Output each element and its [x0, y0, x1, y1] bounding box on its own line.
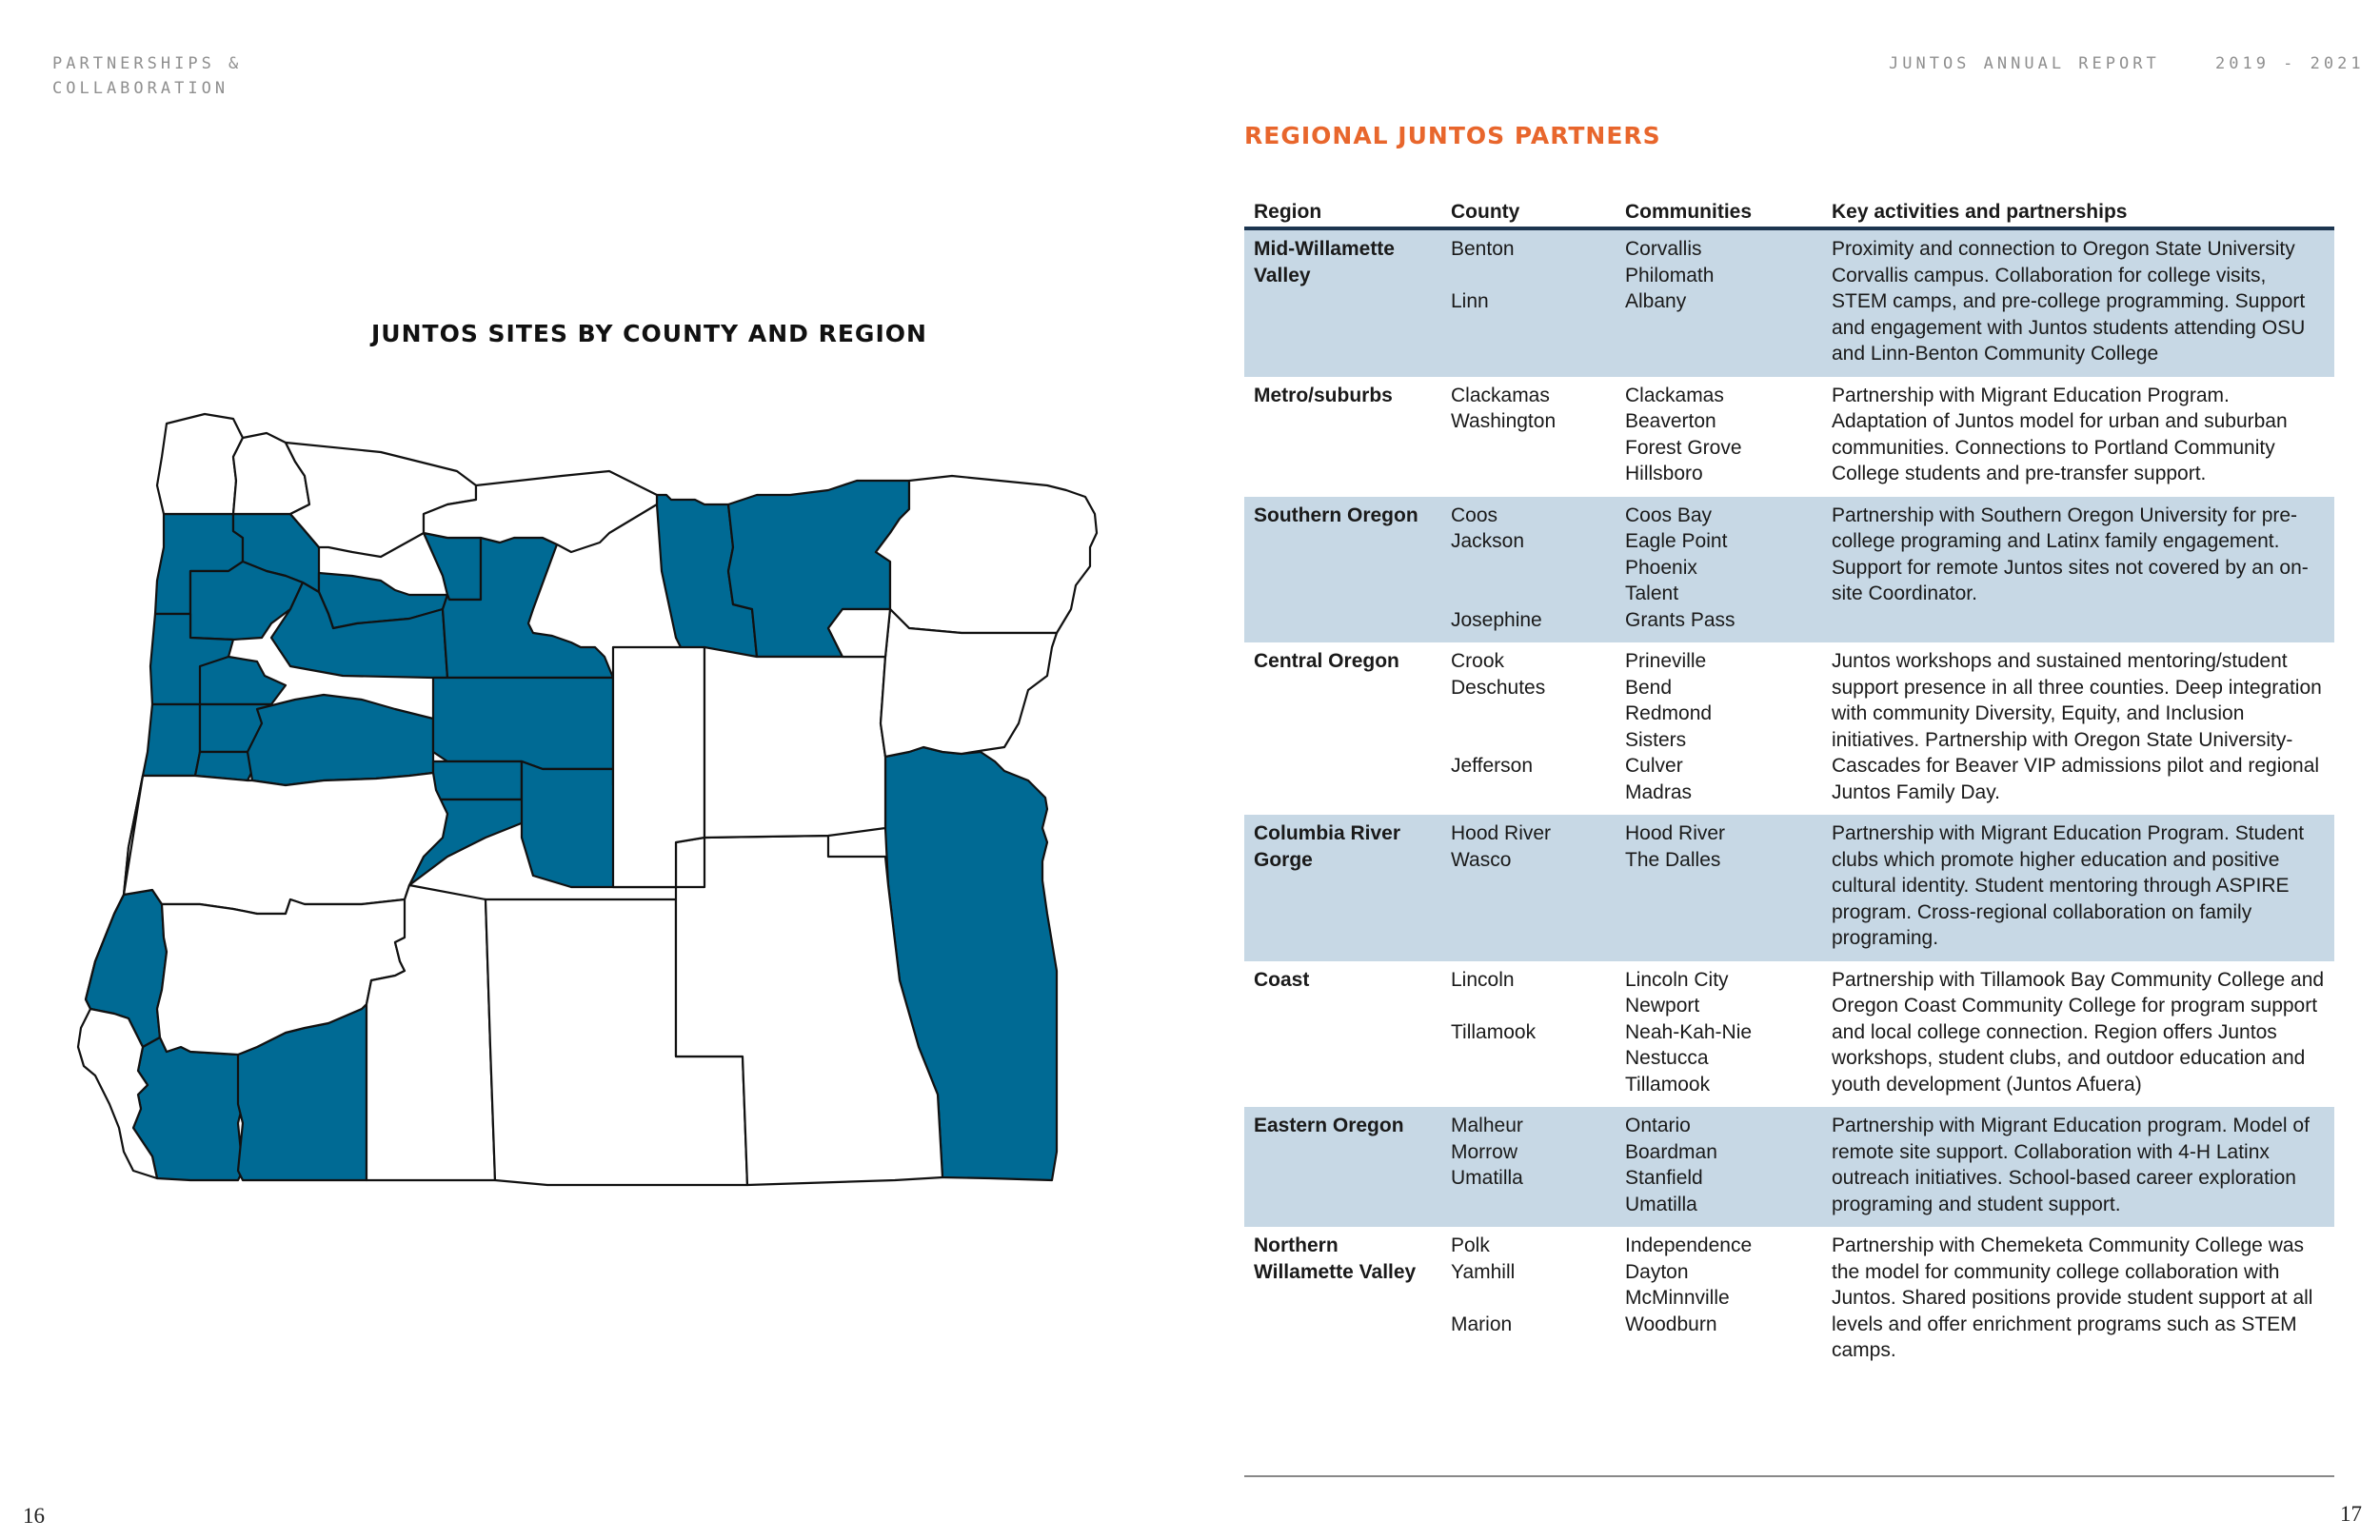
county-item: Crook: [1451, 650, 1505, 672]
county-lincoln-north: [157, 414, 243, 514]
county-item: Washington: [1451, 410, 1557, 432]
community-item: Culver: [1625, 755, 1683, 777]
county-cell: [1441, 228, 1616, 377]
community-item: Philomath: [1625, 264, 1715, 286]
community-item: Sisters: [1625, 728, 1687, 751]
county-hood-river: [424, 533, 481, 600]
community-cell: [1616, 815, 1822, 961]
page-number-left: 16: [23, 1504, 45, 1528]
activities-cell: Partnership with Tillamook Bay Community College and Oregon Coast Community College for program support and local college connection. Region offers Juntos workshops, student clubs, and outdoor education and youth development (Juntos Afuera): [1832, 968, 2325, 1096]
region-cell: Northern Willamette Valley: [1254, 1234, 1417, 1283]
county-item: Clackamas: [1451, 384, 1550, 406]
county-morrow: [876, 476, 1097, 633]
county-item: [1451, 1285, 1606, 1312]
community-item: McMinnville: [1625, 1287, 1730, 1309]
county-grant: [613, 647, 704, 887]
community-cell: [1616, 642, 1822, 815]
map-title: JUNTOS SITES BY COUNTY AND REGION: [371, 320, 927, 347]
county-cell: [1441, 642, 1616, 815]
county-item: [1451, 727, 1606, 754]
community-item: Lincoln City: [1625, 968, 1729, 991]
region-cell: Coast: [1254, 968, 1310, 991]
county-item: Yamhill: [1451, 1260, 1516, 1283]
county-item: [1451, 555, 1606, 582]
community-item: Independence: [1625, 1234, 1753, 1256]
table-row: [1244, 377, 2334, 497]
county-item: Hood River: [1451, 822, 1552, 844]
column-header-activities: Key activities and partnerships: [1822, 190, 2334, 228]
column-header-communities: Communities: [1616, 190, 1822, 228]
activities-cell: Partnership with Migrant Education program. Model of remote site support. Collaboration with 4-H Latinx outreach initiatives. School-based career exploration programing and student support.: [1822, 1107, 2334, 1227]
county-item: Marion: [1451, 1313, 1513, 1335]
region-cell: Metro/suburbs: [1254, 384, 1393, 406]
county-item: Benton: [1451, 238, 1515, 260]
county-item: [1451, 263, 1606, 289]
community-cell: [1616, 497, 1822, 643]
county-wasco: [433, 678, 613, 769]
county-cell: [1441, 815, 1616, 961]
region-cell: Southern Oregon: [1244, 497, 1441, 643]
activities-cell: Partnership with Migrant Education Program. Student clubs which promote higher education and positive cultural identity. Student mentoring through ASPIRE program. Cross-regional collaboration on family programing.: [1822, 815, 2334, 961]
county-item: [1451, 993, 1606, 1019]
regional-partners-table: [1244, 190, 2334, 1373]
community-item: Eagle Point: [1625, 530, 1728, 552]
activities-cell: Juntos workshops and sustained mentoring/student support presence in all three counties. Deep integration with community Diversity, Equity, and Inclusion initiatives. Partnership with Oregon State University-Cascades for Beaver VIP admissions pilot and regional Juntos Family Day.: [1832, 650, 2322, 803]
county-item: Jefferson: [1451, 755, 1533, 777]
community-cell: [1616, 961, 1822, 1108]
activities-cell: Partnership with Migrant Education Program. Adaptation of Juntos model for urban and suburban communities. Connections to Portland Community College students and pre-transfer support.: [1832, 384, 2288, 484]
table-row: [1244, 961, 2334, 1108]
region-cell: Central Oregon: [1254, 650, 1399, 672]
county-linn: [248, 695, 433, 785]
community-item: Hood River: [1625, 822, 1726, 844]
activities-cell: Partnership with Chemeketa Community College was the model for community college collaboration with Juntos. Shared positions provide student support at all levels and offer enrichment programs such as STEM camps.: [1832, 1234, 2313, 1361]
report-title: JUNTOS ANNUAL REPORT: [1889, 54, 2160, 73]
county-item: Lincoln: [1451, 968, 1515, 991]
community-item: Phoenix: [1625, 556, 1697, 579]
activities-cell: Partnership with Southern Oregon University for pre-college programing and Latinx family engagement. Support for remote Juntos sites not covered by an on-site Coordinator.: [1822, 497, 2334, 643]
community-item: Forest Grove: [1625, 436, 1742, 459]
region-cell: Columbia River Gorge: [1244, 815, 1441, 961]
community-item: Prineville: [1625, 650, 1707, 672]
community-item: Boardman: [1625, 1140, 1717, 1163]
community-item: Albany: [1625, 290, 1687, 312]
county-item: Jackson: [1451, 530, 1525, 552]
table-body: [1244, 228, 2334, 1373]
section-label-line1: PARTNERSHIPS &: [52, 54, 243, 73]
section-label: [52, 51, 242, 101]
table-bottom-rule: [1244, 1475, 2334, 1477]
community-cell: [1616, 1227, 1822, 1373]
region-cell: Mid-Willamette Valley: [1244, 228, 1441, 377]
table-row: [1244, 642, 2334, 815]
community-item: Tillamook: [1625, 1073, 1711, 1096]
community-item: Dayton: [1625, 1260, 1689, 1283]
county-jefferson: [433, 761, 522, 800]
table-header-row: [1244, 190, 2334, 228]
county-cell: [1441, 961, 1616, 1108]
county-lincoln: [143, 704, 200, 776]
community-item: Woodburn: [1625, 1313, 1717, 1335]
community-cell: [1616, 377, 1822, 497]
community-item: Ontario: [1625, 1115, 1691, 1136]
table-row: [1244, 815, 2334, 961]
county-item: [1451, 701, 1606, 727]
county-yamhill: [200, 657, 286, 704]
county-cell: [1441, 377, 1616, 497]
community-item: Madras: [1625, 780, 1693, 803]
column-header-county: County: [1441, 190, 1616, 228]
report-years: 2019 - 2021: [2215, 54, 2365, 73]
county-harney: [704, 647, 885, 838]
community-item: Clackamas: [1625, 384, 1724, 406]
county-item: Umatilla: [1451, 1167, 1523, 1189]
community-item: Grants Pass: [1625, 608, 1735, 631]
county-cell: [1441, 1227, 1616, 1373]
county-item: Malheur: [1451, 1115, 1523, 1136]
community-item: Hillsboro: [1625, 463, 1703, 484]
community-item: Bend: [1625, 676, 1673, 699]
section-title: REGIONAL JUNTOS PARTNERS: [1244, 122, 1661, 149]
county-item: Wasco: [1451, 848, 1512, 871]
region-cell: Eastern Oregon: [1244, 1107, 1441, 1227]
table-row: [1244, 1227, 2334, 1373]
community-cell: [1616, 228, 1822, 377]
section-label-line2: COLLABORATION: [52, 79, 229, 98]
community-item: Coos Bay: [1625, 503, 1713, 526]
county-cell: [1441, 497, 1616, 643]
community-item: Beaverton: [1625, 410, 1716, 432]
community-item: The Dalles: [1625, 848, 1721, 871]
county-cell: [1441, 1107, 1616, 1227]
table-row: [1244, 228, 2334, 377]
county-item: Linn: [1451, 290, 1489, 312]
table-row: [1244, 1107, 2334, 1227]
county-lane: [124, 773, 447, 914]
community-item: Talent: [1625, 582, 1679, 604]
community-item: Umatilla: [1625, 1193, 1697, 1215]
community-item: Newport: [1625, 995, 1700, 1017]
activities-cell: Proximity and connection to Oregon State University Corvallis campus. Collaboration for college visits, STEM camps, and pre-college programming. Support and engagement with Juntos students attending OSU and Linn-Benton Community College: [1822, 228, 2334, 377]
county-item: Coos: [1451, 503, 1498, 526]
county-item: Morrow: [1451, 1140, 1518, 1163]
county-item: Polk: [1451, 1234, 1490, 1256]
column-header-region: Region: [1244, 190, 1441, 228]
community-item: Corvallis: [1625, 238, 1702, 260]
community-item: Nestucca: [1625, 1047, 1709, 1069]
county-item: Josephine: [1451, 608, 1542, 631]
oregon-county-map: [57, 405, 1119, 1199]
county-item: Tillamook: [1451, 1020, 1537, 1043]
county-item: Deschutes: [1451, 676, 1546, 699]
community-item: Redmond: [1625, 702, 1713, 724]
county-item: [1451, 581, 1606, 607]
table-row: [1244, 497, 2334, 643]
page-number-right: 17: [2340, 1502, 2362, 1526]
community-item: Neah-Kah-Nie: [1625, 1020, 1753, 1043]
community-item: Stanfield: [1625, 1167, 1703, 1189]
community-cell: [1616, 1107, 1822, 1227]
